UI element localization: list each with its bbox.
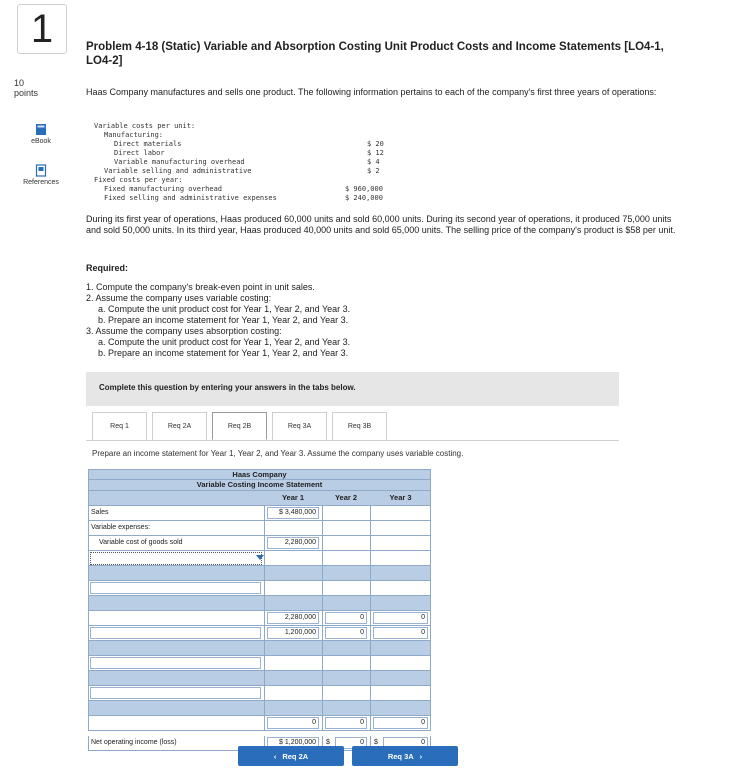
table-row bbox=[88, 551, 431, 566]
year1-cell bbox=[264, 536, 322, 550]
fixed-sga-value: $ 240,000 bbox=[345, 194, 383, 202]
points-indicator bbox=[14, 78, 38, 98]
column-header-row bbox=[88, 491, 431, 506]
col-year-3: Year 3 bbox=[389, 493, 412, 502]
year3-cell bbox=[370, 686, 431, 700]
year2-cell bbox=[322, 566, 370, 580]
var-sga-value: $ 2 bbox=[367, 167, 380, 175]
year3-cell bbox=[370, 551, 431, 565]
tab-req-1[interactable]: Req 1 bbox=[92, 412, 147, 440]
year3-cell bbox=[370, 701, 431, 715]
label-input[interactable] bbox=[90, 582, 261, 594]
row-label: Net operating income (loss) bbox=[91, 739, 177, 746]
year1-cell bbox=[264, 506, 322, 520]
year2-cell bbox=[322, 596, 370, 610]
operations-paragraph: During its first year of operations, Haas produced 60,000 units and sold 60,000 units. During its second year of operations, it produced 75,000 units and sold 50,000 units. In its third year, Haas produced 40,000 units and sold 65,000 units. The selling price of the company's product is $58 per unit. bbox=[86, 214, 676, 235]
noi-year3[interactable]: 0 bbox=[383, 737, 428, 749]
label-input[interactable] bbox=[90, 627, 261, 639]
var-mfg-overhead-label: Variable manufacturing overhead bbox=[114, 158, 245, 166]
year2-cell bbox=[322, 611, 370, 625]
fixed-mfg-overhead-label: Fixed manufacturing overhead bbox=[104, 185, 223, 193]
year2-cell bbox=[322, 641, 370, 655]
row-label: Variable cost of goods sold bbox=[99, 539, 183, 546]
col-year-2: Year 2 bbox=[334, 493, 358, 502]
year1-cell bbox=[264, 641, 322, 655]
requirement-item: 2. Assume the company uses variable costing: bbox=[86, 293, 272, 303]
noi-year2[interactable]: 0 bbox=[335, 737, 367, 749]
points-value: 10 bbox=[14, 78, 25, 88]
year2-cell bbox=[322, 716, 370, 730]
year2-cell bbox=[322, 686, 370, 700]
references-label: References bbox=[23, 179, 59, 186]
expense-dropdown[interactable] bbox=[90, 552, 262, 565]
year3-cell bbox=[370, 611, 431, 625]
year2-cell bbox=[322, 551, 370, 565]
currency-symbol: $ bbox=[326, 739, 330, 746]
noi-year1[interactable]: $ 1,200,000 bbox=[267, 737, 319, 749]
references-link[interactable] bbox=[18, 164, 64, 186]
year2-cell bbox=[322, 581, 370, 595]
table-row bbox=[88, 566, 431, 581]
chevron-left-icon: ‹ bbox=[273, 751, 277, 761]
fixed-subtotal-year1[interactable]: 0 bbox=[267, 717, 319, 729]
prev-req-button[interactable] bbox=[238, 746, 344, 766]
prev-req-label: Req 2A bbox=[282, 751, 309, 761]
row-label: Sales bbox=[91, 509, 109, 516]
requirement-item: a. Compute the unit product cost for Year 1, Year 2, and Year 3. bbox=[98, 337, 351, 347]
table-row bbox=[88, 581, 431, 596]
year1-cell bbox=[264, 581, 322, 595]
year2-cell bbox=[322, 536, 370, 550]
year1-cell bbox=[264, 626, 322, 640]
cm-year1[interactable]: 1,200,000 bbox=[267, 627, 319, 639]
chevron-right-icon: › bbox=[419, 751, 423, 761]
direct-labor-value: $ 12 bbox=[367, 149, 384, 157]
row-label: Variable expenses: bbox=[91, 524, 151, 531]
subtotal-year1[interactable]: 2,280,000 bbox=[267, 612, 319, 624]
year1-cell bbox=[264, 551, 322, 565]
direct-materials-value: $ 20 bbox=[367, 140, 384, 148]
cm-year3[interactable]: 0 bbox=[373, 627, 428, 639]
year3-cell bbox=[370, 626, 431, 640]
company-name: Haas Company bbox=[88, 469, 431, 480]
vcogs-year1-input[interactable]: 2,280,000 bbox=[267, 537, 319, 549]
next-req-label: Req 3A bbox=[387, 751, 414, 761]
year2-cell bbox=[322, 671, 370, 685]
table-row bbox=[88, 686, 431, 701]
requirement-item: b. Prepare an income statement for Year 1, Year 2, and Year 3. bbox=[98, 348, 349, 358]
year2-cell bbox=[322, 701, 370, 715]
table-row bbox=[88, 641, 431, 656]
table-row bbox=[88, 506, 431, 521]
table-row bbox=[88, 671, 431, 686]
table-row bbox=[88, 596, 431, 611]
problem-title: Problem 4-18 (Static) Variable and Absorption Costing Unit Product Costs and Income Statements [LO4-1, LO4-2] bbox=[86, 41, 664, 67]
year3-cell bbox=[370, 581, 431, 595]
table-row bbox=[88, 701, 431, 716]
currency-symbol: $ bbox=[374, 739, 378, 746]
requirement-item: 3. Assume the company uses absorption costing: bbox=[86, 326, 282, 336]
year3-cell bbox=[370, 656, 431, 670]
required-heading: Required: bbox=[86, 263, 129, 273]
year3-cell bbox=[370, 671, 431, 685]
fixed-sga-label: Fixed selling and administrative expenses bbox=[104, 194, 277, 202]
intro-text: Haas Company manufactures and sells one product. The following information pertains to each of the company's first three years of operations: bbox=[86, 87, 657, 97]
points-label: points bbox=[14, 88, 39, 98]
table-row bbox=[88, 626, 431, 641]
requirement-item: a. Compute the unit product cost for Year 1, Year 2, and Year 3. bbox=[98, 304, 351, 314]
year3-cell bbox=[370, 536, 431, 550]
year1-cell bbox=[264, 611, 322, 625]
year1-cell bbox=[264, 566, 322, 580]
label-input[interactable] bbox=[90, 687, 261, 699]
col-year-1: Year 1 bbox=[281, 493, 305, 502]
references-icon bbox=[35, 164, 47, 177]
direct-materials-label: Direct materials bbox=[114, 140, 182, 148]
subtotal-year2[interactable]: 0 bbox=[325, 612, 367, 624]
year3-cell bbox=[370, 641, 431, 655]
year1-cell bbox=[264, 521, 322, 535]
year1-cell bbox=[264, 686, 322, 700]
subtotal-year3[interactable]: 0 bbox=[373, 612, 428, 624]
year3-cell bbox=[370, 566, 431, 580]
fixed-mfg-overhead-value: $ 960,000 bbox=[345, 185, 383, 193]
tab-divider bbox=[86, 440, 619, 441]
tab-req-2b[interactable]: Req 2B bbox=[212, 412, 267, 440]
question-number: 1 bbox=[17, 4, 67, 54]
table-row bbox=[88, 611, 431, 626]
direct-labor-label: Direct labor bbox=[114, 149, 165, 157]
requirement-item: b. Prepare an income statement for Year 1, Year 2, and Year 3. bbox=[98, 315, 349, 325]
tab-req-3b[interactable]: Req 3B bbox=[332, 412, 387, 440]
tab-req-3a[interactable]: Req 3A bbox=[272, 412, 327, 440]
ebook-label: eBook bbox=[31, 138, 51, 145]
manufacturing-label: Manufacturing: bbox=[104, 131, 164, 139]
year1-cell bbox=[264, 701, 322, 715]
year2-cell bbox=[322, 506, 370, 520]
fixed-subtotal-year3[interactable]: 0 bbox=[373, 717, 428, 729]
table-row bbox=[88, 536, 431, 551]
year3-cell bbox=[370, 596, 431, 610]
instructions-banner: Complete this question by entering your answers in the tabs below. bbox=[86, 372, 619, 406]
sales-year1-input[interactable]: $ 3,480,000 bbox=[267, 507, 319, 519]
requirement-item: 1. Compute the company's break-even point in unit sales. bbox=[86, 282, 315, 292]
fixed-costs-header: Fixed costs per year: bbox=[94, 176, 183, 184]
table-row bbox=[88, 656, 431, 671]
year2-cell bbox=[322, 521, 370, 535]
year2-cell bbox=[322, 656, 370, 670]
ebook-link[interactable] bbox=[18, 123, 64, 145]
year1-cell bbox=[264, 656, 322, 670]
chevron-down-icon bbox=[256, 555, 264, 561]
year3-cell bbox=[370, 506, 431, 520]
variable-costs-header: Variable costs per unit: bbox=[94, 122, 196, 130]
cm-year2[interactable]: 0 bbox=[325, 627, 367, 639]
year2-cell bbox=[322, 626, 370, 640]
table-row bbox=[88, 716, 431, 731]
year3-cell bbox=[370, 716, 431, 730]
requirements-list bbox=[86, 282, 676, 359]
label-input[interactable] bbox=[90, 657, 261, 669]
var-sga-label: Variable selling and administrative bbox=[104, 167, 252, 175]
next-req-button[interactable] bbox=[352, 746, 458, 766]
statement-body bbox=[88, 506, 431, 736]
income-statement bbox=[88, 469, 431, 751]
year1-cell bbox=[264, 596, 322, 610]
year1-cell bbox=[264, 671, 322, 685]
book-icon bbox=[35, 123, 47, 136]
var-mfg-overhead-value: $ 4 bbox=[367, 158, 380, 166]
statement-name: Variable Costing Income Statement bbox=[88, 480, 431, 491]
table-row bbox=[88, 521, 431, 536]
tab-req-2a[interactable]: Req 2A bbox=[152, 412, 207, 440]
year1-cell bbox=[264, 716, 322, 730]
fixed-subtotal-year2[interactable]: 0 bbox=[325, 717, 367, 729]
year3-cell bbox=[370, 521, 431, 535]
tab-instruction: Prepare an income statement for Year 1, Year 2, and Year 3. Assume the company uses variable costing. bbox=[92, 449, 464, 458]
